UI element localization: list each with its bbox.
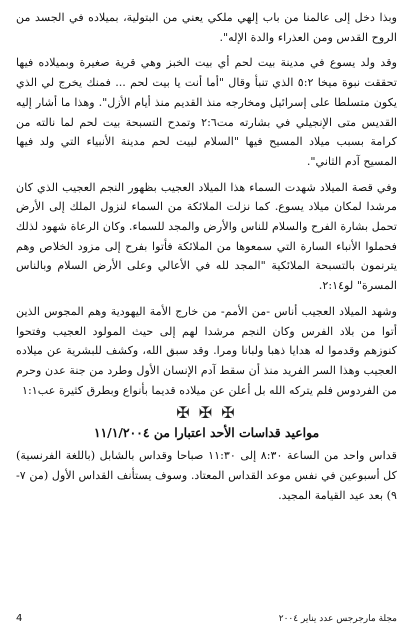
coptic-cross-icons: ✠ ✠ ✠: [176, 403, 237, 423]
page-footer: [16, 613, 397, 624]
paragraph-bethlehem: وقد ولد يسوع في مدينة بيت لحم أي بيت الخبز وهي قرية صغيرة وبميلاده فيها تحققت نبوة ميخا ٥:٢ الذي تنبأ وقال "أما أنت يا بيت لحم ... فمنك يخرج لي الذي يكون متسلطا على إسرائيل ومخارجه منذ القديم منذ أيام الأزل". وهذا ما أشار إليه القديس متى الإنجيلي في بشارته مت٢:٦ وتمدح التسبحة بيت لحم لما نالته من كرامة بسبب ميلاد المسيح فيها "السلام لبيت لحم مدينة الأنبياء التي ولد فيها المسيح آدم الثاني".: [16, 56, 397, 168]
paragraph-star-angels: وفي قصة الميلاد شهدت السماء هذا الميلاد العجيب بظهور النجم العجيب الذي كان مرشدا لمكان ميلاد يسوع. كما نزلت الملائكة من السماء لنزول الملك إلى الأرض تحمل بشارة الفرح والسلام للناس والأرض والمجد للسماء. وكان الرعاة شهود لذلك فحملوا الأنباء السارة التي سمعوها من الملائكة فأتوا بفرح إلى مزود الخلاص وهم يترنمون بالتسبحة الملائكية "المجد لله في الأعالي وعلى الأرض السلام وبالناس المسرة" لو٢:١٤.: [16, 180, 397, 293]
paragraph-magi: وشهد الميلاد العجيب أناس -من الأمم- من خارج الأمة اليهودية وهم المجوس الذين أتوا من بلاد الفرس وكان النجم مرشدا لهم إلى حيث المولود العجيب وفتحوا كنوزهم وقدموا له هدايا ذهبا ولبانا ومرا. وقد سبق الله، وكشف للبشرية عن ميلاده العجيب وهذا السر الفريد منذ أن سقط آدم الإنسان الأول وطرد من جنة عدن وحرم من الفردوس فلم يتركه الله بل أعلن عن ميلاده قديما بأنواع وبطرق كثيرة عب١:١: [16, 304, 397, 397]
schedule-title: مواعيد قداسات الأحد اعتبارا من ١١/١/٢٠٠٤: [93, 425, 320, 441]
publication-title: مجلة مارجرجس عدد يناير ٢٠٠٤: [278, 613, 397, 624]
page-number: 4: [16, 613, 23, 624]
cross-divider: [16, 404, 397, 422]
paragraph-incarnation: وبذا دخل إلى عالمنا من باب إلهي ملكي يعني من البتولية، بميلاده في الجسد من الروح القدس ومن العذراء والدة الإله".: [16, 11, 397, 44]
schedule-text: قداس واحد من الساعة ٨:٣٠ إلى ١١:٣٠ صباحا وقداس بالشابل (باللغة الفرنسية) كل أسبوعين في نفس موعد القداس المعتاد. وسوف يستأنف القداس الأول (من ٧- ٩) بعد عيد القيامة المجيد.: [16, 449, 397, 502]
